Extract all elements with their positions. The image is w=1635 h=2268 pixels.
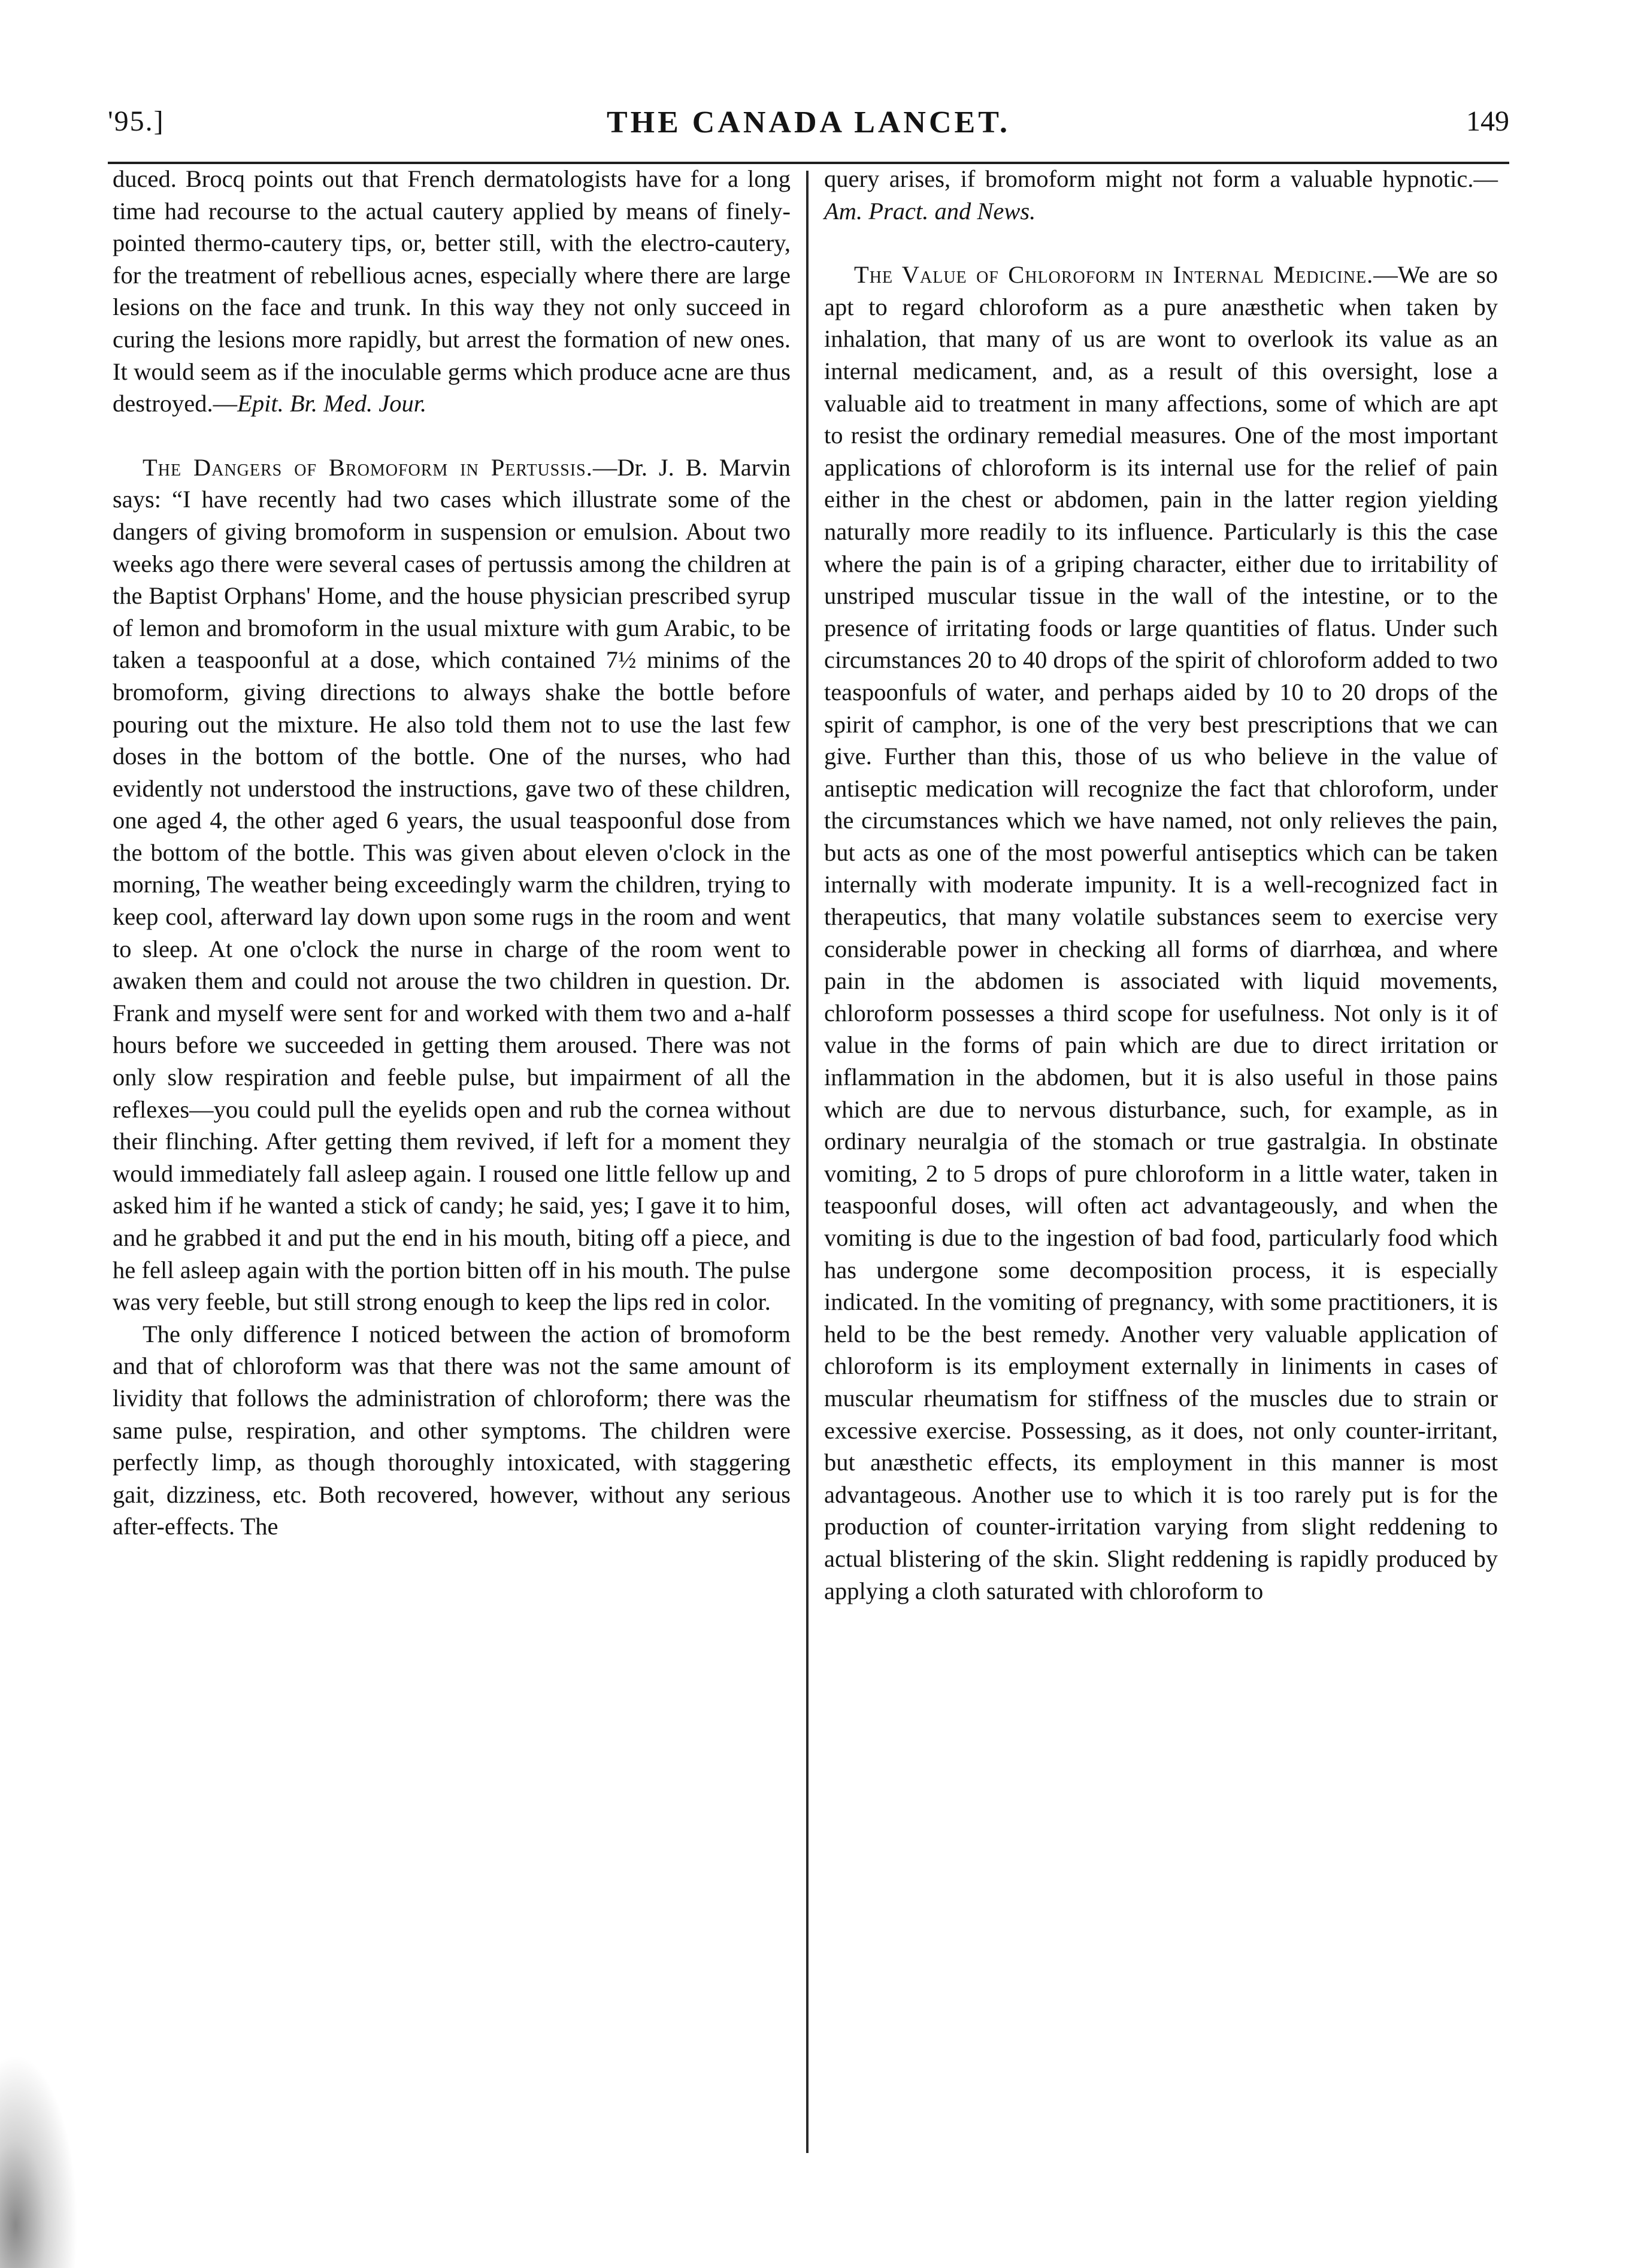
running-header	[108, 105, 1509, 153]
column-divider	[806, 171, 809, 2153]
page-number: 149	[1466, 105, 1509, 137]
scan-smudge	[0, 2054, 78, 2268]
right-column	[824, 163, 1498, 1607]
chloroform-paragraph	[824, 259, 1498, 1607]
bromoform-text: —Dr. J. B. Marvin says: “I have recently had two cases which illustrate some of the dangers of giving bromoform in suspension or emulsion. About two weeks ago there were several cases of pertussis among the children at the Baptist Orphans' Home, and the house physician prescribed syrup of lemon and bromoform in the usual mixture with gum Arabic, to be taken a teaspoonful at a dose, which contained 7½ minims of the bromoform, giving directions to always shake the bottle before pouring out the mixture. He also told them not to use the last few doses in the bottom of the bottle. One of the nurses, who had evidently not understood the instructions, gave two of these children, one aged 4, the other aged 6 years, the usual teaspoonful dose from the bottom of the bottle. This was given about eleven o'clock in the morning, The weather being exceedingly warm the children, trying to keep cool, afterward lay down upon some rugs in the room and went to sleep. At one o'clock the nurse in charge of the room went to awaken them and could not arouse the two children in question. Dr. Frank and myself were sent for and worked with them two and a-half hours before we succeeded in getting them aroused. There was not only slow respiration and feeble pulse, but impairment of all the reflexes—you could pull the eyelids open and rub the cornea without their flinching. After getting them revived, if left for a moment they would immediately fall asleep again. I roused one little fellow up and asked him if he wanted a stick of candy; he said, yes; I gave it to him, and he grabbed it and put the end in his mouth, biting off a piece, and he fell asleep again with the portion bitten off in his mouth. The pulse was very feeble, but still strong enough to keep the lips red in color.	[113, 453, 791, 1316]
bromoform-continuation: The only difference I noticed between the action of bromoform and that of chloroform was that there was not the same amount of lividity that follows the administration of chloroform; there was the same pulse, respiration, and other symptoms. The children were perfectly limp, as though thoroughly intoxicated, with staggering gait, dizziness, etc. Both recovered, however, without any serious after-effects. The	[113, 1320, 791, 1540]
acne-paragraph	[113, 163, 791, 420]
hypnotic-citation: Am. Pract. and News.	[824, 197, 1036, 225]
chloroform-text: —We are so apt to regard chloroform as a pure anæsthetic when taken by inhalation, that many of us are wont to overlook its value as an internal medicament, and, as a result of this oversight, lose a valuable aid to treatment in many affections, some of which are apt to resist the ordinary remedial measures. One of the most important applications of chloroform is its internal use for the relief of pain either in the chest or abdomen, pain in the latter region yielding naturally more readily to its influence. Particularly is this the case where the pain is of a griping character, either due to irritability of unstriped muscular tissue in the wall of the intestine, or to the presence of irritating foods or large quantities of flatus. Under such circumstances 20 to 40 drops of the spirit of chloroform added to two teaspoonfuls of water, and perhaps aided by 10 to 20 drops of the spirit of camphor, is one of the very best prescriptions that we can give. Further than this, those of us who believe in the value of antiseptic medication will recognize the fact that chloroform, under the circumstances which we have named, not only relieves the pain, but acts as one of the most powerful antiseptics which can be taken internally with moderate impunity. It is a well-recognized fact in therapeutics, that many volatile substances seem to exercise very considerable power in checking all forms of diarrhœa, and where pain in the abdomen is associated with liquid movements, chloroform possesses a third scope for usefulness. Not only is it of value in the forms of pain which are due to direct irritation or inflammation in the abdomen, but it is also useful in those pains which are due to nervous disturbance, such, for example, as in ordinary neuralgia of the stomach or true gastralgia. In obstinate vomiting, 2 to 5 drops of pure chloroform in a little water, taken in teaspoonful doses, will often act advantageously, and when the vomiting is due to the ingestion of bad food, particularly food which has undergone some decomposition process, it is especially indicated. In the vomiting of pregnancy, with some practitioners, it is held to be the best remedy. Another very valuable application of chloroform is its employment externally in liniments in cases of muscular rheumatism for stiffness of the muscles due to strain or excessive exercise. Possessing, as it does, not only counter-irritant, but anæsthetic effects, its employment in this manner is most advantageous. Another use to which it is too rarely put is for the production of counter-irritation varying from slight reddening to actual blistering of the skin. Slight reddening is rapidly produced by applying a cloth saturated with chloroform to	[824, 261, 1498, 1604]
header-year: '95.]	[108, 105, 165, 137]
left-column	[113, 163, 791, 1543]
hypnotic-paragraph	[824, 163, 1498, 227]
bromoform-heading: The Dangers of Bromoform in Pertussis.	[143, 453, 593, 481]
bromoform-paragraph	[113, 452, 791, 1318]
journal-title: THE CANADA LANCET.	[606, 105, 1011, 140]
hypnotic-text: query arises, if bromoform might not form a valuable hypnotic.—	[824, 165, 1498, 192]
chloroform-heading: The Value of Chloroform in Internal Medicine.	[854, 261, 1374, 289]
acne-citation: Epit. Br. Med. Jour.	[237, 390, 427, 417]
acne-text: duced. Brocq points out that French dermatologists have for a long time had recourse to the actual cautery applied by means of finely-pointed thermo-cautery tips, or, better still, with the electro-cautery, for the treatment of rebellious acnes, especially where there are large lesions on the face and trunk. In this way they not only succeed in curing the lesions more rapidly, but arrest the formation of new ones. It would seem as if the inoculable germs which produce acne are thus destroyed.—	[113, 165, 791, 417]
